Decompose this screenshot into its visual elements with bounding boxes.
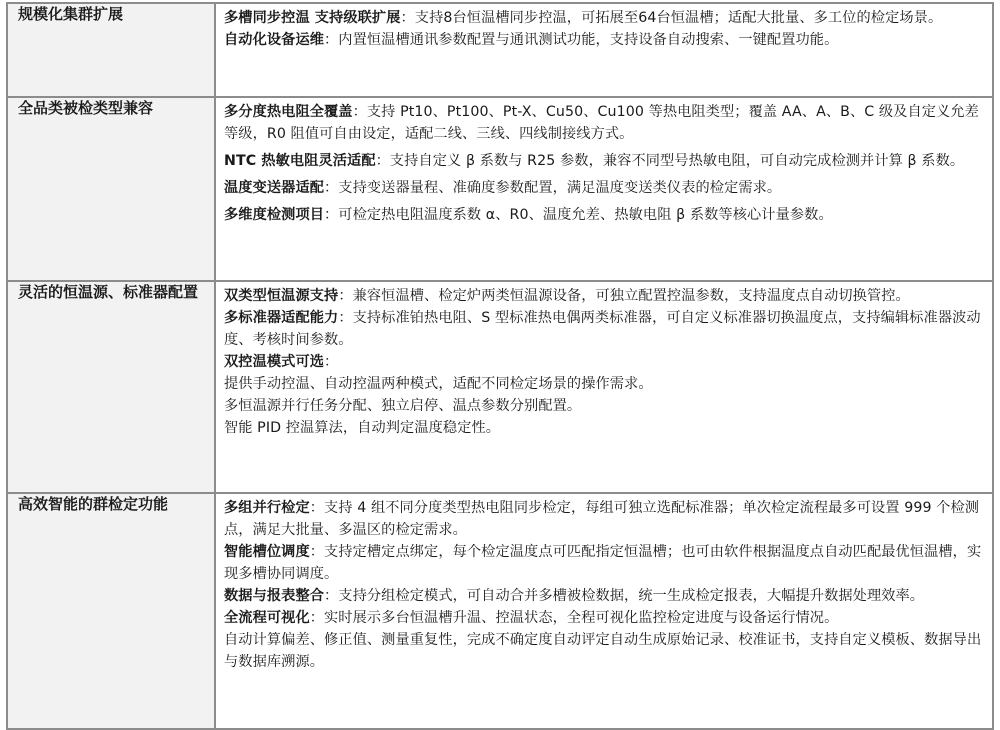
table-row bbox=[7, 97, 993, 281]
description-cell bbox=[215, 281, 993, 493]
feature-item bbox=[224, 541, 984, 585]
feature-text: ：支持标准铂热电阻、S 型标准热电偶两类标准器，可自定义标准器切换温度点，支持编辑标准器波动度、考核时间参数。 bbox=[224, 310, 981, 348]
feature-text: ：实时展示多台恒温槽升温、控温状态，全程可视化监控检定进度与设备运行情况。 bbox=[309, 610, 839, 626]
feature-text: ：兼容恒温槽、检定炉两类恒温源设备，可独立配置控温参数，支持温度点自动切换管控。 bbox=[338, 288, 910, 304]
feature-text: ：支持变送器量程、准确度参数配置，满足温度变送类仪表的检定需求。 bbox=[324, 180, 782, 196]
feature-line: 提供手动控温、自动控温两种模式，适配不同检定场景的操作需求。 bbox=[224, 376, 653, 392]
feature-item bbox=[224, 607, 984, 673]
feature-title: 多维度检测项目 bbox=[224, 207, 325, 223]
feature-title: NTC 热敏电阻灵活适配 bbox=[224, 153, 376, 169]
feature-text: ：支持 Pt10、Pt100、Pt-X、Cu50、Cu100 等热电阻类型；覆盖 AA、A、B、C 级及自定义允差等级，R0 阻值可自由设定，适配二线、三线、四线制接线方式。 bbox=[224, 104, 979, 142]
category-cell: 全品类被检类型兼容 bbox=[7, 97, 215, 281]
feature-spec-table bbox=[6, 2, 994, 730]
feature-item bbox=[224, 204, 984, 226]
description-cell bbox=[215, 3, 993, 97]
feature-title: 自动化设备运维 bbox=[224, 32, 325, 48]
feature-title: 多标准器适配能力 bbox=[224, 310, 339, 326]
feature-title: 智能槽位调度 bbox=[224, 544, 310, 560]
feature-title: 温度变送器适配 bbox=[224, 180, 325, 196]
feature-item bbox=[224, 101, 984, 145]
description-cell bbox=[215, 97, 993, 281]
description-cell bbox=[215, 493, 993, 729]
feature-title: 多分度热电阻全覆盖 bbox=[224, 104, 353, 120]
feature-item bbox=[224, 585, 984, 607]
feature-text: ：支持自定义 β 系数与 R25 参数，兼容不同型号热敏电阻，可自动完成检测并计算 β 系数。 bbox=[375, 153, 965, 169]
feature-line: 多恒温源并行任务分配、独立启停、温点参数分别配置。 bbox=[224, 398, 582, 414]
feature-title: 多槽同步控温 支持级联扩展 bbox=[224, 10, 401, 26]
feature-title: 多组并行检定 bbox=[224, 500, 310, 516]
table-row bbox=[7, 281, 993, 493]
feature-item bbox=[224, 7, 984, 29]
feature-text: ：支持定槽定点绑定，每个检定温度点可匹配指定恒温槽；也可由软件根据温度点自动匹配最优恒温槽，实现多槽协同调度。 bbox=[224, 544, 982, 582]
feature-title: 双控温模式可选 bbox=[224, 354, 325, 370]
feature-text: ：可检定热电阻温度系数 α、R0、温度允差、热敏电阻 β 系数等核心计量参数。 bbox=[324, 207, 833, 223]
feature-item bbox=[224, 497, 984, 541]
spec-table-wrapper bbox=[6, 2, 994, 730]
feature-text: ： bbox=[324, 354, 339, 370]
feature-text: ：支持 4 组不同分度类型热电阻同步检定，每组可独立选配标准器；单次检定流程最多可设置 999 个检测点，满足大批量、多温区的检定需求。 bbox=[224, 500, 980, 538]
feature-title: 全流程可视化 bbox=[224, 610, 310, 626]
feature-line: 自动计算偏差、修正值、测量重复性，完成不确定度自动评定自动生成原始记录、校准证书，支持自定义模板、数据导出与数据库溯源。 bbox=[224, 632, 982, 670]
feature-item bbox=[224, 285, 984, 307]
category-cell: 高效智能的群检定功能 bbox=[7, 493, 215, 729]
category-cell: 灵活的恒温源、标准器配置 bbox=[7, 281, 215, 493]
feature-text: ：支持8台恒温槽同步控温，可拓展至64台恒温槽；适配大批量、多工位的检定场景。 bbox=[400, 10, 943, 26]
category-cell: 规模化集群扩展 bbox=[7, 3, 215, 97]
feature-item bbox=[224, 351, 984, 439]
feature-item bbox=[224, 307, 984, 351]
table-row bbox=[7, 493, 993, 729]
feature-item bbox=[224, 150, 984, 172]
feature-item bbox=[224, 177, 984, 199]
feature-title: 数据与报表整合 bbox=[224, 588, 325, 604]
feature-title: 双类型恒温源支持 bbox=[224, 288, 339, 304]
feature-text: ：内置恒温槽通讯参数配置与通讯测试功能，支持设备自动搜索、一键配置功能。 bbox=[324, 32, 839, 48]
feature-item bbox=[224, 29, 984, 51]
feature-line: 智能 PID 控温算法，自动判定温度稳定性。 bbox=[224, 420, 501, 436]
feature-text: ：支持分组检定模式，可自动合并多槽被检数据，统一生成检定报表，大幅提升数据处理效率。 bbox=[324, 588, 925, 604]
table-row bbox=[7, 3, 993, 97]
